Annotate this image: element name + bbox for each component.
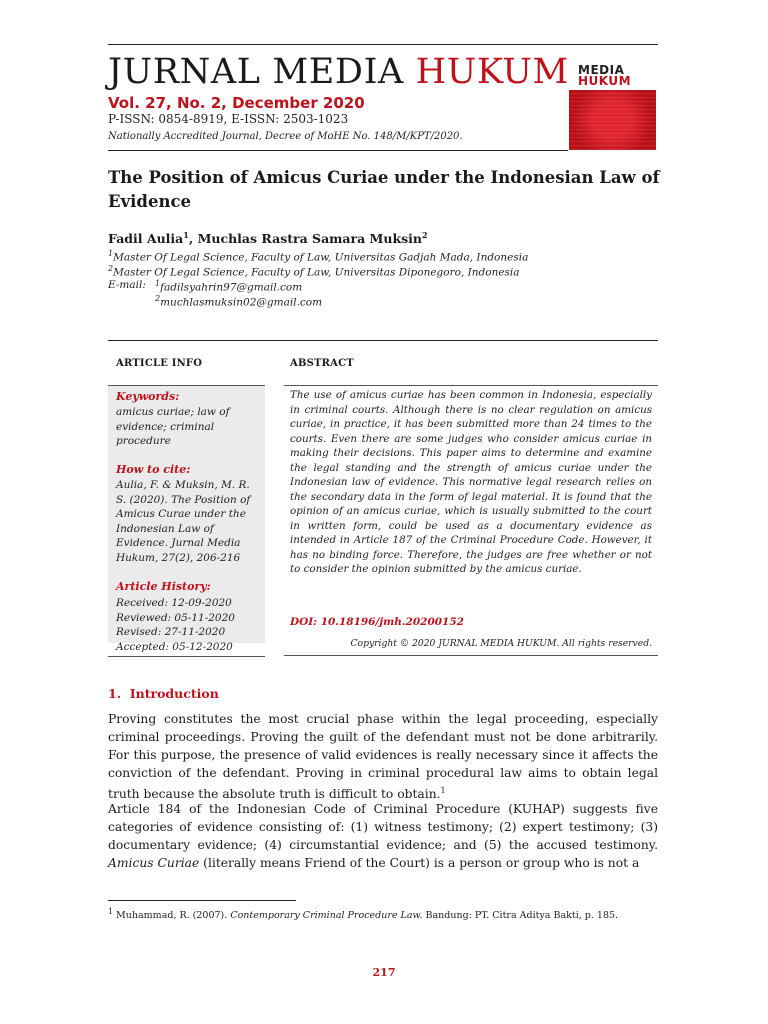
abstract-heading: ABSTRACT (290, 358, 354, 369)
doi-link[interactable]: DOI: 10.18196/jmh.20200152 (290, 616, 464, 628)
history-revised: Revised: 27-11-2020 (116, 626, 226, 639)
footnote-book: Contemporary Criminal Procedure Law. (230, 910, 423, 922)
keyword-line: amicus curiae; law of (116, 406, 230, 418)
copyright-notice: Copyright © 2020 JURNAL MEDIA HUKUM. All rights reserved. (350, 638, 652, 649)
keywords-list (116, 405, 262, 449)
page-number: 217 (372, 966, 396, 979)
body-paragraph-1 (108, 710, 658, 803)
affiliation-text: Master Of Legal Science, Faculty of Law, Universitas Gadjah Mada, Indonesia (113, 251, 529, 264)
body-paragraph-2 (108, 800, 658, 872)
accreditation-note: Nationally Accredited Journal, Decree of MoHE No. 148/M/KPT/2020. (108, 131, 463, 142)
footnote-mark: 1 (108, 907, 114, 916)
abstract-bottom-rule (284, 655, 658, 656)
affiliation-text: Master Of Legal Science, Faculty of Law, Universitas Diponegoro, Indonesia (113, 266, 520, 279)
cover-artwork (569, 90, 656, 150)
section-number: 1. (108, 686, 122, 701)
paragraph-text: Proving constitutes the most crucial phase within the legal proceeding, especially criminal proceedings. Proving the guilt of the defendant must not be done arbitrarily. For this purpose, the presence of valid evidences is really necessary since it affects the conviction of the defendant. Proving in criminal procedural law aims to obtain legal truth because the absolute truth is difficult to obtain. (108, 712, 658, 802)
author-mark: 1 (183, 230, 189, 240)
history-label: Article History: (116, 580, 211, 593)
affiliation-mark: 2 (108, 264, 114, 273)
footnote-ref[interactable]: 1 (440, 786, 446, 795)
keyword-line: evidence; criminal (116, 420, 215, 433)
section-title: Introduction (129, 686, 219, 701)
citation-line: Hukum, 27(2), 206-216 (116, 551, 241, 564)
cover-title-line1: MEDIA (578, 63, 625, 77)
section-heading-introduction (108, 686, 219, 701)
journal-name-part2: HUKUM (415, 52, 569, 92)
history-reviewed: Reviewed: 05-11-2020 (116, 611, 235, 624)
abstract-text: The use of amicus curiae has been common in Indonesia, especially in criminal courts. Although there is no clear regulation on amicus curiae, in practice, it has been submitted more than 24 times to the courts. Even there are some judges who consider amicus curiae in making their decisions. This paper aims to determine and examine the legal standing and the strength of amicus curiae under the Indonesian law of evidence. This normative legal research relies on the secondary data in the form of legal material. It is found that the opinion of an amicus curiae, which is usually submitted to the court in written form, could be used as a documentary evidence as intended in Article 187 of the Criminal Procedure Code. However, it has no binding force. Therefore, the judges are free whether or not to consider the opinion submitted by the amicus curiae. (290, 389, 652, 575)
journal-name-part1: JURNAL MEDIA (108, 52, 416, 92)
affiliation-2 (108, 264, 520, 279)
info-panel-top-rule (108, 385, 265, 386)
email-2[interactable] (155, 294, 322, 309)
journal-cover-thumbnail (569, 60, 656, 150)
abstract-top-rule (284, 385, 658, 386)
citation-line: S. (2020). The Position of (116, 493, 251, 506)
citation-line: Aulia, F. & Muksin, M. R. (116, 479, 250, 491)
header-bottom-rule (108, 150, 568, 151)
cover-title-line2: HUKUM (578, 74, 632, 88)
email-mark: 1 (155, 279, 161, 288)
footnote-author: Muhammad, R. (2007). (113, 910, 231, 922)
citation-line: Evidence. Jurnal Media (116, 537, 241, 550)
affiliation-mark: 1 (108, 249, 114, 258)
volume-info: Vol. 27, No. 2, December 2020 (108, 94, 365, 112)
history-list (116, 596, 262, 654)
history-received: Received: 12-09-2020 (116, 597, 232, 609)
citation-text (116, 478, 262, 566)
header-top-rule (108, 44, 658, 45)
issn-info: P-ISSN: 0854-8919, E-ISSN: 2503-1023 (108, 112, 349, 126)
footnote-1 (108, 907, 618, 921)
paragraph-text: (literally means Friend of the Court) is a person or group who is not a (199, 856, 640, 870)
paragraph-text: Article 184 of the Indonesian Code of Criminal Procedure (KUHAP) suggests five categories of evidence consisting of: (1) witness testimony; (2) expert testimony; (3) documentary evidence; (4) circumstantial evidence; and (5) the accused testimony. (108, 802, 658, 852)
keywords-label: Keywords: (116, 390, 180, 403)
email-label: E-mail: (108, 279, 146, 291)
author-list: Fadil Aulia$^1$, Muchlas Rastra Samara Muksin$^2$ (108, 230, 428, 247)
history-accepted: Accepted: 05-12-2020 (116, 640, 233, 653)
article-info-heading: ARTICLE INFO (116, 358, 203, 369)
citation-line: Amicus Curae under the (116, 508, 246, 521)
paper-title: The Position of Amicus Curiae under the Indonesian Law of Evidence (108, 168, 660, 211)
footnote-publisher: Bandung: PT. Citra Aditya Bakti, p. 185. (422, 910, 619, 922)
email-address[interactable]: muchlasmuksin02@gmail.com (160, 296, 323, 309)
footnote-separator (108, 900, 296, 901)
author-mark: 2 (422, 230, 428, 240)
keyword-line: procedure (116, 435, 171, 448)
email-1[interactable] (155, 279, 302, 294)
author-name: Fadil Aulia (108, 231, 184, 247)
italic-term: Amicus Curiae (108, 856, 200, 870)
author-name: Muchlas Rastra Samara Muksin (197, 231, 422, 247)
cite-label: How to cite: (116, 463, 191, 476)
affiliation-1 (108, 249, 528, 264)
info-section-top-rule (108, 340, 658, 341)
info-panel-bottom-rule (108, 656, 265, 657)
citation-line: Indonesian Law of (116, 522, 214, 535)
journal-name (108, 50, 569, 94)
email-mark: 2 (155, 294, 161, 303)
email-address[interactable]: fadilsyahrin97@gmail.com (160, 281, 303, 294)
